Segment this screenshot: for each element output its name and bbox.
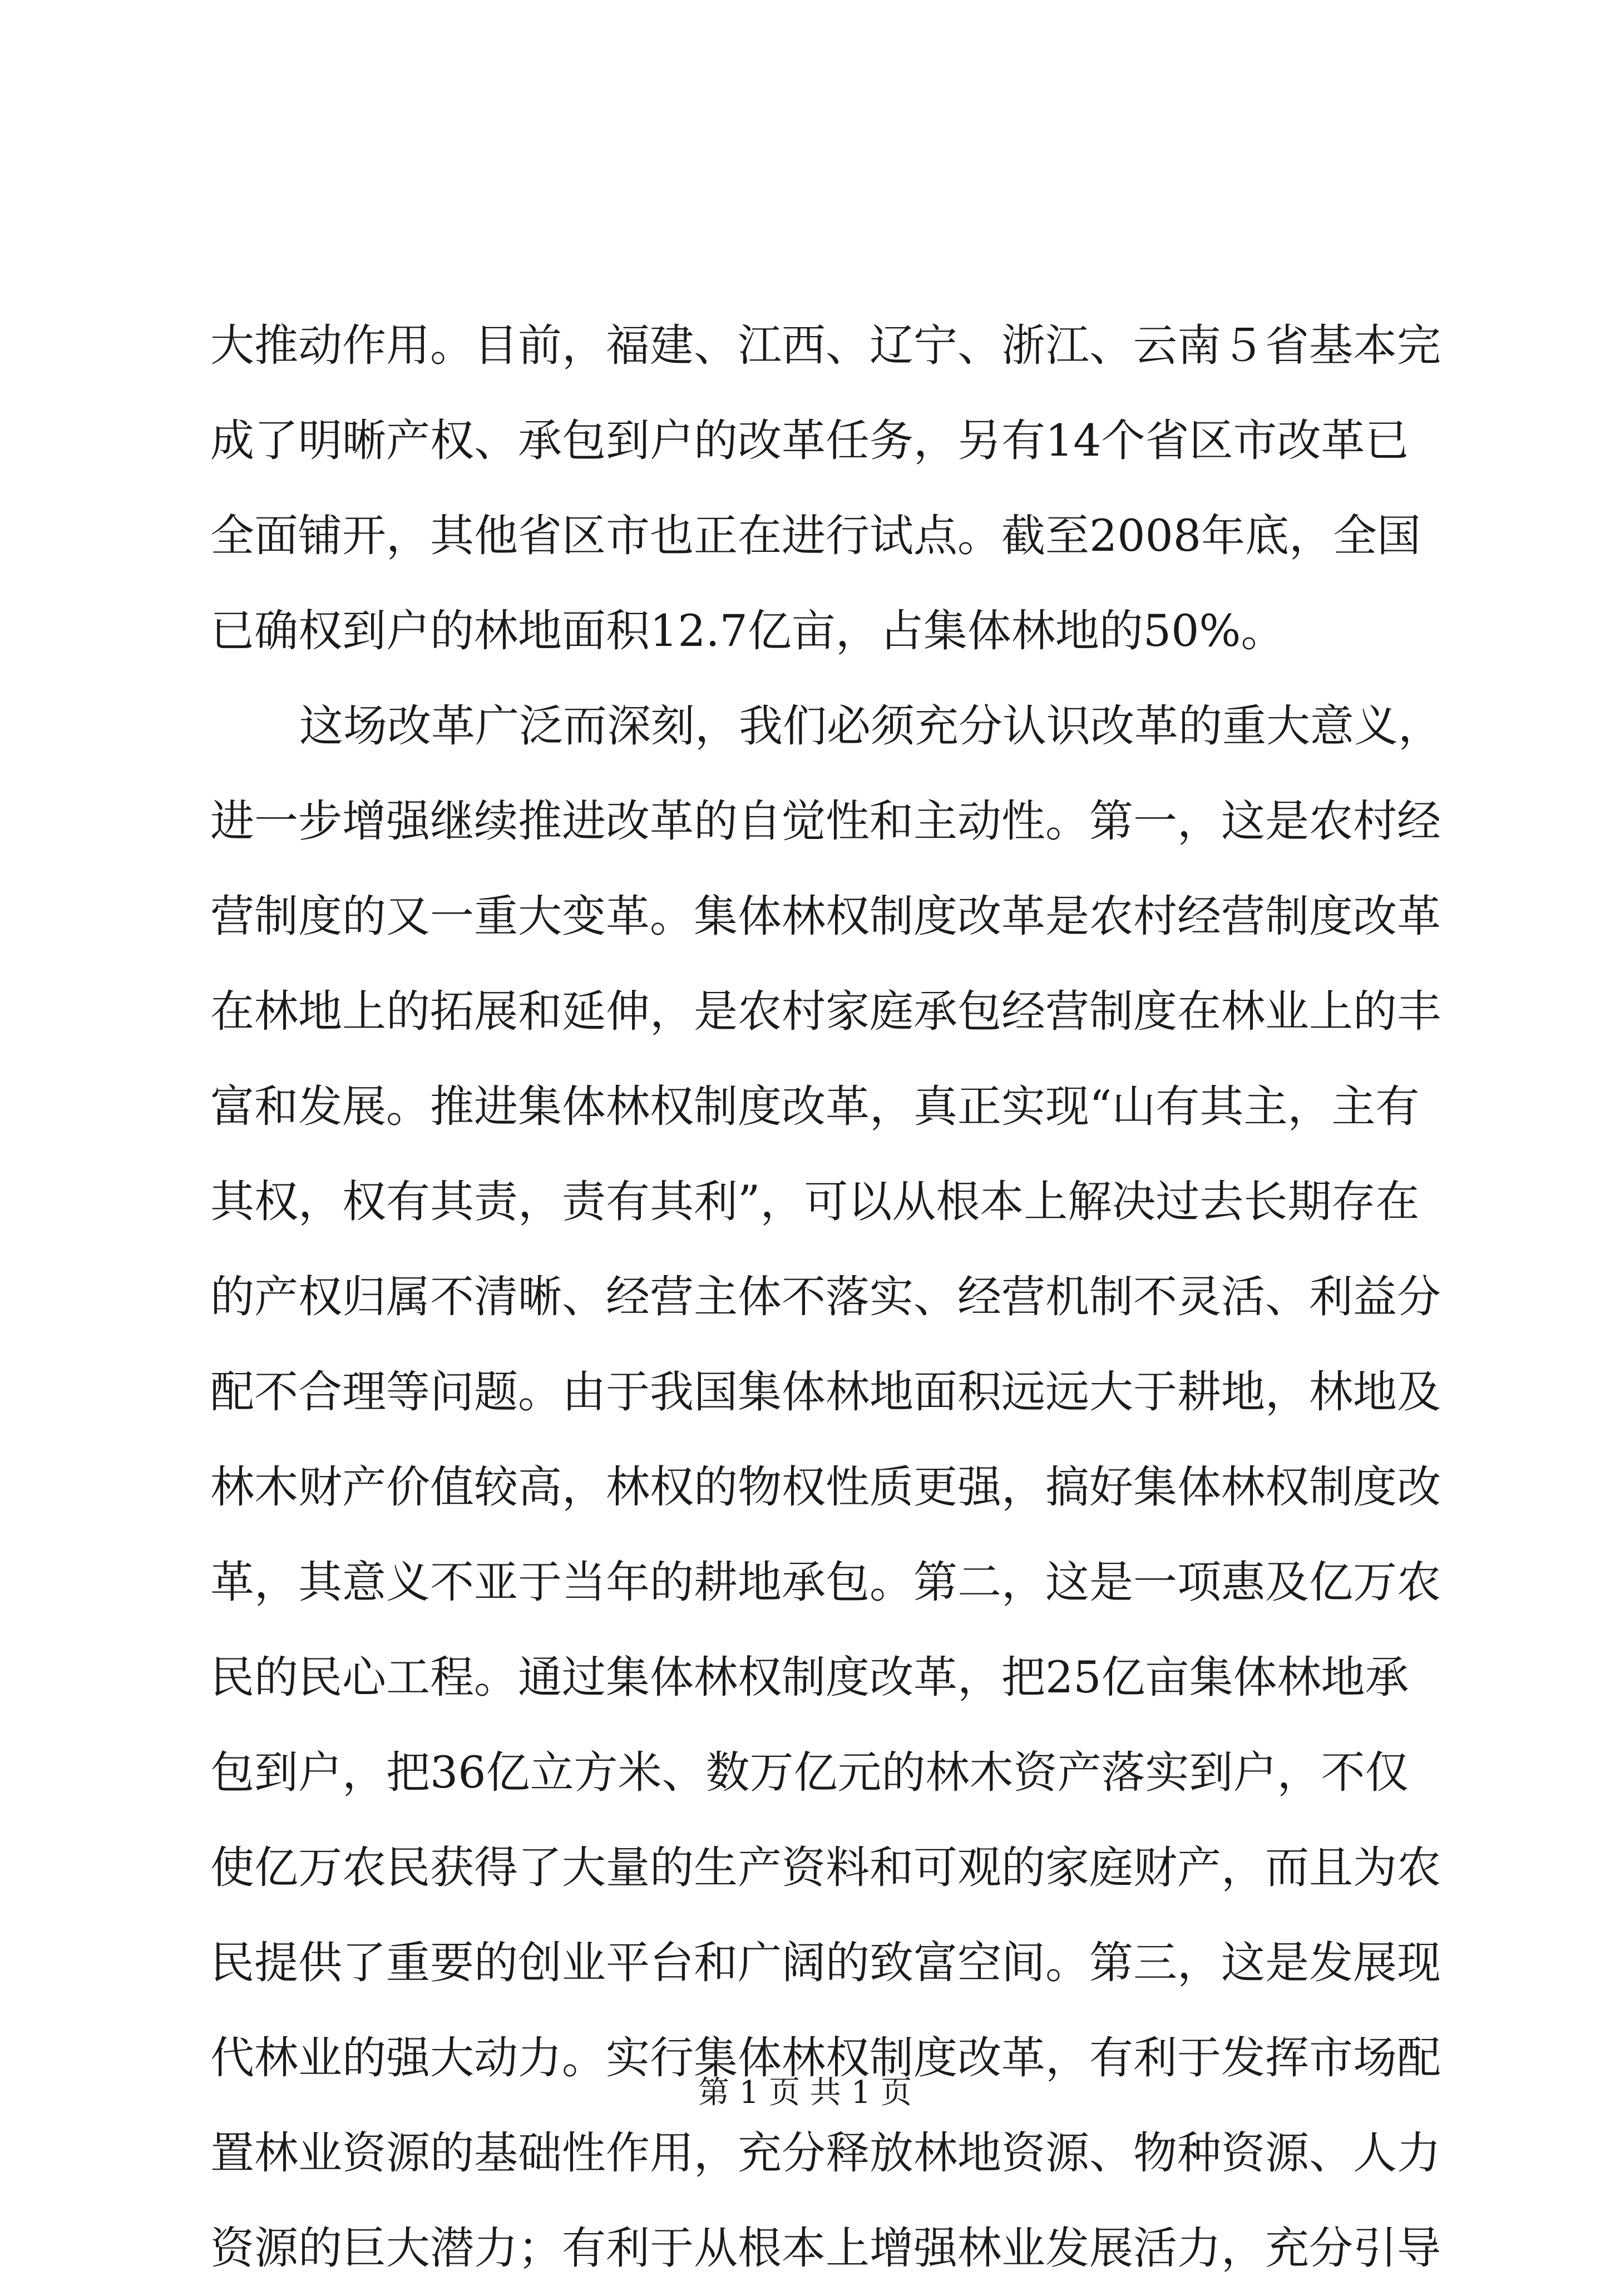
paragraph-2-line-16: 置林业资源的基础性作用，充分释放林地资源、物种资源、人力 [210,2127,1441,2179]
paragraph-2-line-6: 其权，权有其责，责有其利”，可以从根本上解决过去长期存在 [210,1176,1420,1227]
paragraph-2-line-9: 林木财产价值较高，林权的物权性质更强，搞好集体林权制度改 [210,1461,1441,1513]
paragraph-2-line-2: 进一步增强继续推进改革的自觉性和主动性。第一，这是农村经 [210,796,1441,847]
paragraph-2-line-3: 营制度的又一重大变革。集体林权制度改革是农村经营制度改革 [210,891,1441,942]
paragraph-2-line-10: 革，其意义不亚于当年的耕地承包。第二，这是一项惠及亿万农 [210,1557,1441,1608]
paragraph-2-line-8: 配不合理等问题。由于我国集体林地面积远远大于耕地，林地及 [210,1366,1441,1418]
body-text [210,298,1442,2296]
paragraph-2-line-14: 民提供了重要的创业平台和广阔的致富空间。第三，这是发展现 [210,1937,1441,1988]
paragraph-1-line-1: 大推动作用。目前，福建、江西、辽宁、浙江、云南５省基本完 [210,320,1441,371]
paragraph-1-line-2: 成了明晰产权、承包到户的改革任务，另有14个省区市改革已 [210,415,1409,466]
paragraph-1-line-3: 全面铺开，其他省区市也正在进行试点。截至2008年底，全国 [210,510,1421,561]
paragraph-2-line-13: 使亿万农民获得了大量的生产资料和可观的家庭财产，而且为农 [210,1842,1441,1893]
paragraph-1-line-4: 已确权到户的林地面积12.7亿亩，占集体林地的50%。 [210,605,1285,656]
paragraph-2-line-1: 这场改革广泛而深刻，我们必须充分认识改革的重大意义， [299,700,1442,752]
paragraph-2-line-7: 的产权归属不清晰、经营主体不落实、经营机制不灵活、利益分 [210,1271,1441,1322]
paragraph-2-line-12: 包到户，把36亿立方米、数万亿元的林木资产落实到户，不仅 [210,1747,1409,1798]
paragraph-2-line-4: 在林地上的拓展和延伸，是农村家庭承包经营制度在林业上的丰 [210,986,1441,1037]
page-footer [0,2071,1610,2115]
paragraph-2-line-15: 代林业的强大动力。实行集体林权制度改革，有利于发挥市场配 [210,2032,1441,2083]
paragraph-2-line-17: 资源的巨大潜力；有利于从根本上增强林业发展活力，充分引导 [210,2223,1441,2274]
paragraph-2-line-11: 民的民心工程。通过集体林权制度改革，把25亿亩集体林地承 [210,1652,1409,1703]
paragraph-2-line-5: 富和发展。推进集体林权制度改革，真正实现“山有其主，主有 [210,1081,1420,1132]
page-number-label: 第 1 页 共 1 页 [698,2075,912,2111]
